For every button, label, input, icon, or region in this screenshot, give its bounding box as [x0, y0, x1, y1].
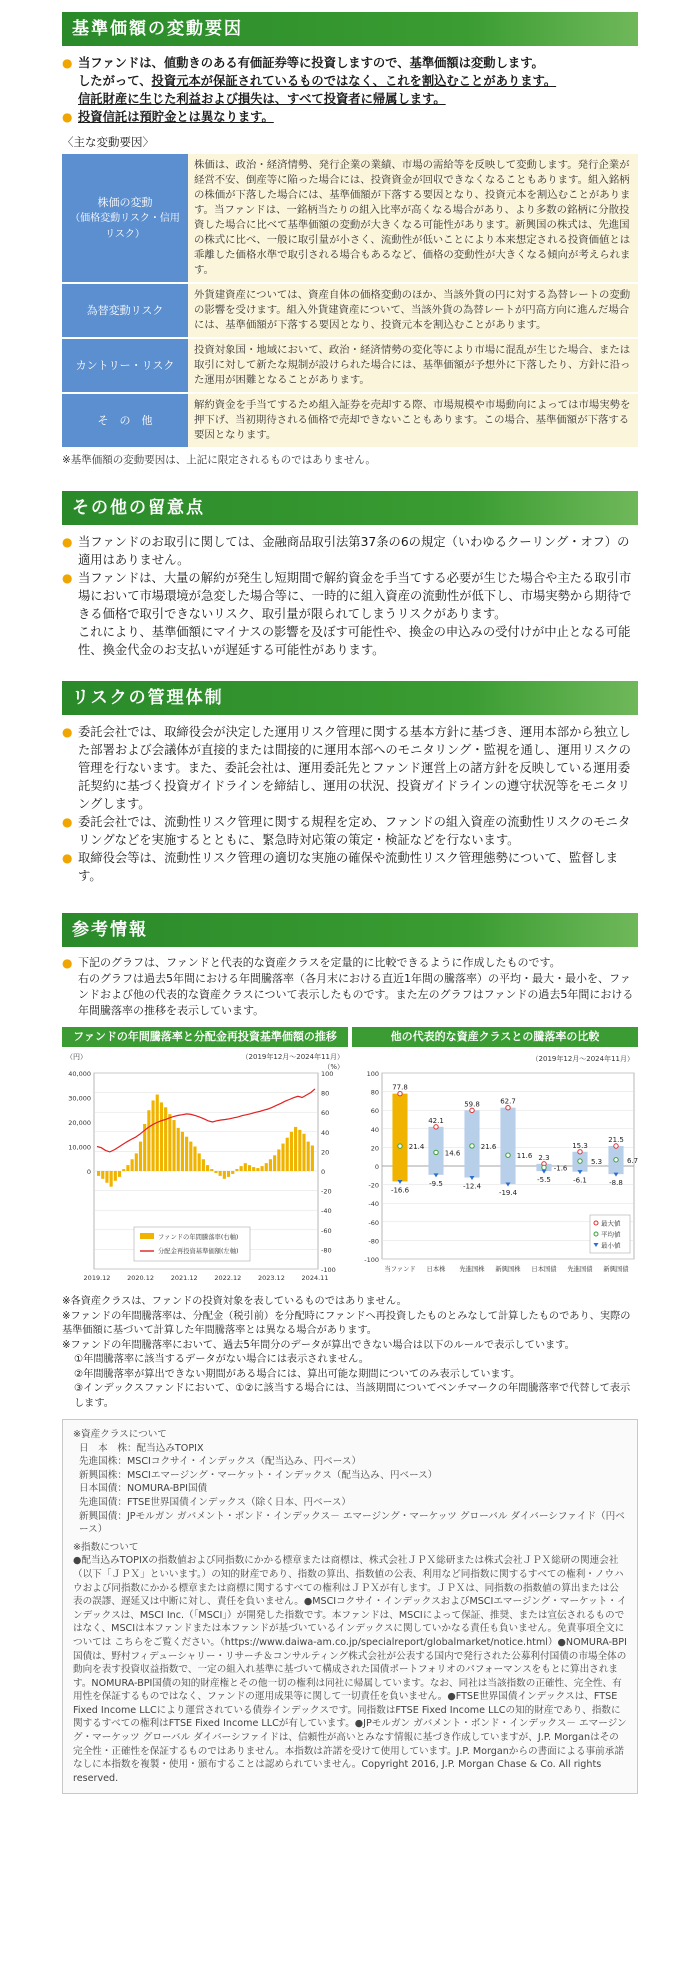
avg-marker: [506, 1153, 510, 1157]
avg-marker: [434, 1150, 438, 1154]
y-tick-label: -60: [368, 1218, 379, 1227]
risk-key: そ の 他: [62, 393, 188, 448]
min-marker: [578, 1170, 583, 1174]
bar: [164, 1107, 167, 1171]
right-tick-label: 80: [321, 1089, 330, 1098]
right-axis-unit: （%）: [323, 1063, 344, 1071]
risk-desc: 解約資金を手当てするため組入証券を売却する際、市場規模や市場動向によっては市場実勢を押下げ、当初期待される価格で売却できないこともあります。この場合、基準価額が下落する要因となります。: [188, 393, 638, 448]
max-label: 77.8: [392, 1083, 408, 1092]
min-label: -19.4: [498, 1189, 518, 1198]
avg-label: -1.6: [553, 1164, 568, 1173]
risk-key: カントリー・リスク: [62, 338, 188, 393]
y-tick-label: -20: [368, 1181, 379, 1190]
bar: [135, 1153, 138, 1171]
bar: [110, 1171, 113, 1187]
min-label: -16.6: [390, 1186, 410, 1195]
bullet-not-deposit: ● 投資信託は預貯金とは異なります。: [62, 108, 638, 126]
bar: [281, 1144, 284, 1171]
bar: [214, 1171, 217, 1173]
max-marker: [578, 1150, 582, 1154]
bar: [277, 1149, 280, 1171]
bullet-risk-policy: ● 委託会社では、取締役会が決定した運用リスク管理に関する基本方針に基づき、運用本部から独立した部署および会議体が直接的または間接的に運用本部へのモニタリング・監視を通し、運用リスクの管理を行ないます。また、委託会社は、運用委託先とファンド運営上の諸方針を反映している運用委託契約に基づく投資ガイドラインを締結し、運用の状況、投資ガイドラインの遵守状況等をモニタリングします。: [62, 723, 638, 813]
left-tick-label: 0: [86, 1168, 91, 1176]
period-label: （2019年12月～2024年11月）: [241, 1053, 344, 1061]
left-tick-label: 30,000: [68, 1094, 91, 1103]
y-tick-label: 0: [374, 1163, 379, 1171]
intro-1: ● 下記のグラフは、ファンドと代表的な資産クラスを定量的に比較できるように作成したものです。: [62, 955, 638, 971]
avg-label: 6.7: [626, 1156, 638, 1165]
x-tick-label: 2020.12: [127, 1274, 155, 1282]
chart-fund-history: [62, 1027, 348, 1291]
section-risk-management: [62, 681, 638, 885]
risk-desc: 外貨建資産については、資産自体の価格変動のほか、当該外貨の円に対する為替レートの変動の影響を受けます。組入外貨建資産について、当該外貨の為替レートが円高方向に進んだ場合には、基準価額が下落する要因となり、投資元本を割込むことがあります。: [188, 283, 638, 338]
max-marker: [506, 1105, 510, 1109]
category-label: 新興国株: [495, 1266, 521, 1273]
legend-min-label: 最小値: [601, 1241, 621, 1250]
max-marker: [614, 1144, 618, 1148]
max-marker: [470, 1108, 474, 1112]
bar: [131, 1159, 134, 1171]
max-label: 62.7: [500, 1097, 516, 1106]
max-label: 59.8: [464, 1100, 480, 1109]
section-reference-info: [62, 913, 638, 1794]
min-label: -9.5: [429, 1179, 443, 1188]
bar: [307, 1142, 310, 1171]
risk-desc: 投資対象国・地域において、政治・経済情勢の変化等により市場に混乱が生じた場合、または取引に対して新たな規制が設けられた場合には、基準価額が予想外に下落したり、方針に沿った運用が困難となることがあります。: [188, 338, 638, 393]
min-marker: [434, 1173, 439, 1177]
right-tick-label: -40: [321, 1207, 332, 1216]
avg-marker: [398, 1144, 402, 1148]
bar: [294, 1127, 297, 1171]
bar: [122, 1169, 125, 1171]
avg-marker: [470, 1144, 474, 1148]
right-tick-label: -20: [321, 1187, 332, 1196]
index-info-box: ※資産クラスについて 日 本 株：配当込みTOPIX 先進国株：MSCIコクサイ・インデックス（配当込み、円ベース） 新興国株：MSCIエマージング・マーケット・インデックス（配当込み、円ベース） 日本国債：NOMURA-BPI国債 先進国債：FTSE世界国債インデックス（除く日本、円ベース） 新興国債：JPモルガン ガバメント・ボンド・インデックス－ エマージング・マーケッツ グローバル ダイバーシファイド（円ベース） ※指数について ●配当込みTOPIXの指数値および同指数にかかる標章または商標は、株式会社ＪＰＸ総研または株式会社ＪＰＸ総研の関連会社（以下「ＪＰＸ」といいます。）の知的財産であり、指数の算出、指数値の公表、利用など同指数に関するすべての権利・ノウハウおよび同指数にかかる標章または商標に関するすべての権利はＪＰＸが有します。ＪＰＸは、同指数の指数値の算出または公表の誤謬、遅延又は中断に対し、責任を負いません。●MSCIコクサイ・インデックスおよびMSCIエマージング・マーケット・インデックスは、MSCI Inc.（「MSCI」）が開発した指数です。本ファンドは、MSCIによって保証、推奨、または宣伝されるものではなく、MSCIは本ファンドまたは本ファンドが基づいているインデックスに関していかなる責任も負いません。免責事項全文については こちらをご覧ください。（https://www.daiwa-am.co.jp/specialreport/globalmarket/notice.html）●NOMURA-BPI国債は、野村フィデューシャリー・リサーチ＆コンサルティング株式会社が公表する国内で発行された公募利付国債の市場全体の動向を表す投資収益指数で、一定の組入れ基準に基づいて構成された国債ポートフォリオのパフォーマンスをもとに算出されます。NOMURA-BPI国債の知的財産権とその他一切の権利は同社に帰属しています。なお、同社は当該指数の正確性、完全性、有用性を保証するものではなく、ファンドの運用成果等に関して一切責任を負いません。●FTSE世界国債インデックスは、FTSE Fixed Income LLCにより運営されている債券インデックスです。同指数はFTSE Fixed Income LLCの知的財産であり、指数に関するすべての権利はFTSE Fixed Income LLCが有しています。●JPモルガン ガバメント・ボンド・インデックス－ エマージング・マーケッツ グローバル ダイバーシファイドは、信頼性が高いとみなす情報に基づき作成していますが、J.P. Morganはその完全性・正確性を保証するものではありません。本指数は許諾を受けて使用しています。J.P. Morganからの書面による事前承諾なしに本指数を複製・使用・頒布することは認められていません。Copyright 2016, J.P. Morgan Chase & Co. All rights reserved.: [62, 1419, 638, 1794]
bar: [261, 1166, 264, 1171]
avg-marker: [578, 1159, 582, 1163]
bar: [256, 1168, 259, 1171]
range-bar: [500, 1108, 515, 1184]
bar: [248, 1165, 251, 1171]
bar: [290, 1132, 293, 1171]
y-tick-label: -40: [368, 1200, 379, 1209]
bar: [152, 1100, 155, 1171]
risk-desc: 株価は、政治・経済情勢、発行企業の業績、市場の需給等を反映して変動します。発行企業が経営不安、倒産等に陥った場合には、投資資金が回収できなくなることもあります。組入銘柄の株価が下落した場合には、基準価額が下落する要因となり、投資元本を割込むことがあります。当ファンドは、一銘柄当たりの組入比率が高くなる場合があり、より多数の銘柄に分散投資した場合に比べて基準価額の変動が大きくなる可能性があります。新興国の株式は、先進国の株式に比べ、一般に取引量が小さく、流動性が低いことにより本来想定される投資価値とは乖離した価格水準で取引される場合もあるなど、価格の変動性が大きくなる傾向が考えられます。: [188, 154, 638, 283]
min-label: -8.8: [609, 1179, 623, 1188]
chart-notes: ※各資産クラスは、ファンドの投資対象を表しているものではありません。 ※ファンドの年間騰落率は、分配金（税引前）を分配時にファンドへ再投資したものとみなして計算したものであり、実際の基準価額に基づいて計算した年間騰落率とは異なる場合があります。 ※ファンドの年間騰落率において、過去5年間分のデータが算出できない場合は以下のルールで表示しています。 ①年間騰落率に該当するデータがない場合には表示されません。 ②年間騰落率が算出できない期間がある場合には、算出可能な期間についてのみ表示しています。 ③インデックスファンドにおいて、①②に該当する場合には、当該期間についてベンチマークの年間騰落率で代替して表示します。: [62, 1296, 631, 1409]
bar: [160, 1102, 163, 1171]
bar: [97, 1171, 100, 1176]
comparison-chart-svg: [352, 1047, 638, 1287]
bar: [219, 1171, 222, 1176]
section-title: 参考情報: [62, 913, 638, 947]
bar: [172, 1120, 175, 1171]
max-label: 2.3: [538, 1153, 550, 1162]
category-label: 当ファンド: [384, 1266, 416, 1273]
right-tick-label: -100: [321, 1266, 336, 1274]
avg-marker: [614, 1158, 618, 1162]
bar: [311, 1146, 314, 1171]
bar: [202, 1159, 205, 1171]
section-title: 基準価額の変動要因: [62, 12, 638, 46]
risk-key: 為替変動リスク: [62, 283, 188, 338]
category-label: 日本国債: [531, 1266, 557, 1273]
bullet-liquidity-rules: ● 委託会社では、流動性リスク管理に関する規程を定め、ファンドの組入資産の流動性リスクのモニタリングなどを実施するとともに、緊急時対応策の策定・検証などを行ないます。: [62, 813, 638, 849]
bar: [240, 1166, 243, 1171]
y-tick-label: 60: [370, 1107, 379, 1116]
max-label: 42.1: [428, 1116, 444, 1125]
bullet-board-supervision: ● 取締役会等は、流動性リスク管理の適切な実施の確保や流動性リスク管理態勢について、監督します。: [62, 849, 638, 885]
avg-label: 14.6: [444, 1149, 461, 1158]
section-title: その他の留意点: [62, 491, 638, 525]
y-tick-label: 20: [370, 1144, 379, 1153]
nav-line: [97, 1089, 315, 1152]
bullet-liquidity-effect: これにより、基準価額にマイナスの影響を及ぼす可能性や、換金の申込みの受付けが中止となる可能性、換金代金のお支払いが遅延する可能性があります。: [78, 625, 631, 657]
range-bar: [392, 1094, 407, 1182]
right-tick-label: 100: [321, 1070, 334, 1078]
min-label: -5.5: [537, 1176, 551, 1185]
x-tick-label: 2019.12: [83, 1274, 111, 1282]
category-label: 日本株: [426, 1266, 446, 1273]
section-other-notes: [62, 491, 638, 659]
intro-2: 右のグラフは過去5年間における年間騰落率（各月末における直近1年間の騰落率）の平均・最大・最小を、ファンドおよび他の代表的な資産クラスについて表示したものです。また左のグラフはファンドの過去5年間における年間騰落率の推移を表示しています。: [78, 972, 634, 1017]
y-tick-label: 40: [370, 1125, 379, 1134]
avg-marker: [542, 1165, 546, 1169]
avg-label: 5.3: [590, 1158, 603, 1167]
right-tick-label: 60: [321, 1109, 330, 1118]
bar: [223, 1171, 226, 1179]
x-tick-label: 2021.12: [170, 1274, 198, 1282]
bar: [139, 1142, 142, 1171]
max-label: 15.3: [572, 1141, 588, 1150]
bar: [181, 1132, 184, 1171]
bar: [185, 1137, 188, 1171]
min-marker: [398, 1180, 403, 1184]
bar: [227, 1171, 230, 1177]
bar: [252, 1167, 255, 1171]
bar: [101, 1171, 104, 1179]
bar: [244, 1163, 247, 1171]
bar: [210, 1169, 213, 1171]
left-tick-label: 40,000: [68, 1070, 91, 1078]
bar: [298, 1130, 301, 1171]
risk-row: [62, 283, 638, 338]
right-tick-label: 0: [321, 1168, 326, 1176]
min-label: -6.1: [573, 1176, 587, 1185]
bar: [198, 1153, 201, 1171]
x-tick-label: 2023.12: [257, 1274, 285, 1282]
bar: [189, 1142, 192, 1171]
max-marker: [434, 1125, 438, 1129]
chart-asset-comparison: [352, 1027, 638, 1291]
x-tick-label: 2024.11: [301, 1274, 329, 1282]
right-tick-label: 40: [321, 1128, 330, 1137]
fund-chart-svg: [62, 1047, 348, 1287]
section-volatility-factors: [62, 12, 638, 467]
bar: [273, 1155, 276, 1171]
bar: [147, 1110, 150, 1171]
y-tick-label: -100: [364, 1256, 379, 1264]
period-label: （2019年12月～2024年11月）: [531, 1055, 634, 1063]
y-tick-label: 100: [366, 1070, 379, 1078]
min-label: -12.4: [462, 1182, 482, 1191]
legend-avg-swatch: [594, 1232, 598, 1236]
category-label: 先進国債: [567, 1266, 593, 1273]
bar: [231, 1171, 234, 1174]
x-tick-label: 2022.12: [214, 1274, 242, 1282]
bullet-liquidity: ● 当ファンドは、大量の解約が発生し短期間で解約資金を手当てする必要が生じた場合や主たる取引市場において市場環境が急変した場合等に、一時的に組入資産の流動性が低下し、市場実勢から期待できる価格で取引できないリスク、取引量が限られてしまうリスクがあります。: [62, 569, 638, 623]
chart-title: ファンドの年間騰落率と分配金再投資基準価額の推移: [62, 1027, 348, 1047]
bar: [302, 1134, 305, 1171]
bar: [126, 1165, 129, 1171]
min-marker: [614, 1173, 619, 1177]
min-marker: [542, 1170, 547, 1174]
category-label: 新興国債: [603, 1266, 629, 1273]
left-tick-label: 20,000: [68, 1119, 91, 1127]
legend-avg-label: 平均値: [601, 1230, 621, 1239]
bar: [168, 1114, 171, 1171]
legend-box: [134, 1227, 250, 1261]
category-label: 先進国株: [459, 1266, 485, 1273]
right-tick-label: -60: [321, 1226, 332, 1235]
legend-max-label: 最大値: [601, 1219, 621, 1228]
risk-row: [62, 154, 638, 283]
right-tick-label: -80: [321, 1246, 332, 1255]
avg-label: 21.6: [480, 1142, 497, 1151]
y-tick-label: -80: [368, 1237, 379, 1246]
bar: [105, 1171, 108, 1183]
bar: [269, 1159, 272, 1171]
legend-bar-swatch: [140, 1233, 154, 1239]
max-marker: [398, 1091, 402, 1095]
legend-max-swatch: [594, 1221, 598, 1225]
sub-heading: 〈主な変動要因〉: [62, 135, 154, 149]
min-marker: [470, 1176, 475, 1180]
bullet-price-fluctuation: ● 当ファンドは、値動きのある有価証券等に投資しますので、基準価額は変動します。 したがって、投資元本が保証されているものではなく、これを割込むことがあります。 信託財産に生じた利益および損失は、すべて投資者に帰属します。: [62, 54, 638, 108]
section-title: リスクの管理体制: [62, 681, 638, 715]
bar: [193, 1147, 196, 1172]
bar: [265, 1163, 268, 1171]
right-tick-label: 20: [321, 1148, 330, 1157]
chart-title: 他の代表的な資産クラスとの騰落率の比較: [352, 1027, 638, 1047]
risk-key: 株価の変動 （価格変動リスク・信用リスク）: [62, 154, 188, 283]
bar: [286, 1138, 289, 1171]
bar: [235, 1169, 238, 1171]
bar: [156, 1095, 159, 1171]
risk-note: ※基準価額の変動要因は、上記に限定されるものではありません。: [62, 454, 376, 466]
avg-label: 21.4: [408, 1143, 425, 1152]
max-label: 21.5: [608, 1136, 624, 1145]
bar: [177, 1128, 180, 1171]
bar: [114, 1171, 117, 1181]
y-tick-label: 80: [370, 1088, 379, 1097]
bullet-cooling-off: ● 当ファンドのお取引に関しては、金融商品取引法第37条の6の規定（いわゆるクーリング・オフ）の適用はありません。: [62, 533, 638, 569]
left-tick-label: 10,000: [68, 1143, 91, 1152]
legend-line-label: 分配金再投資基準価額(左軸): [158, 1248, 239, 1255]
bar: [118, 1171, 121, 1177]
bar: [206, 1165, 209, 1171]
risk-table: [62, 154, 638, 449]
left-axis-unit: （円）: [66, 1053, 87, 1061]
risk-row: [62, 393, 638, 448]
risk-row: [62, 338, 638, 393]
avg-label: 11.6: [516, 1152, 533, 1161]
legend-bar-label: ファンドの年間騰落率(右軸): [158, 1234, 239, 1241]
